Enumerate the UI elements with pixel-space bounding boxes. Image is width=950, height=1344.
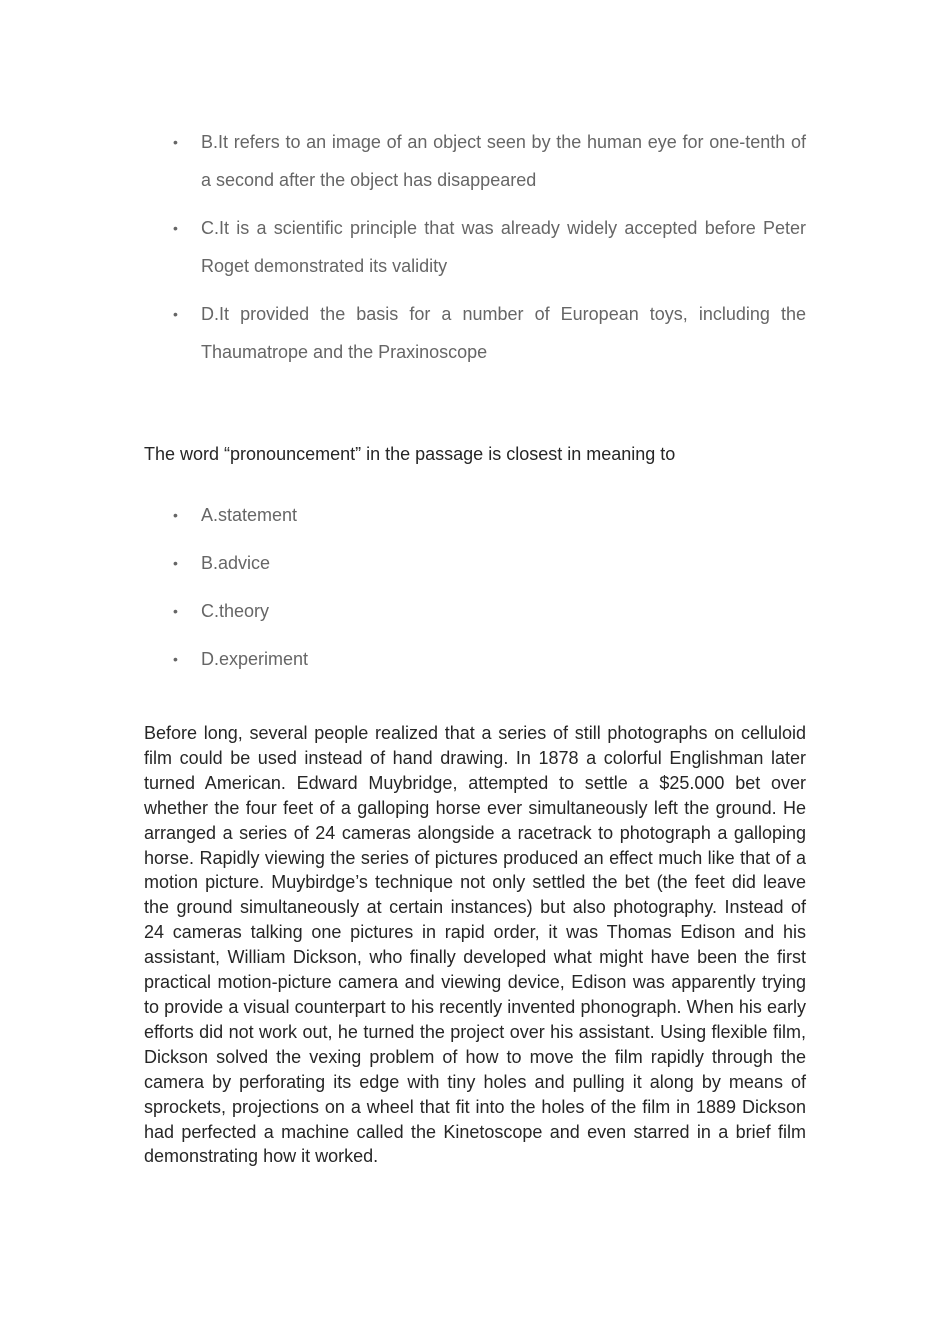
bullet-icon: •	[173, 306, 178, 322]
bullet-icon: •	[173, 507, 178, 523]
question-2-options	[173, 496, 806, 688]
answer-option-d	[173, 295, 806, 371]
answer-option-text: D.experiment	[201, 649, 309, 669]
answer-option-b	[173, 123, 806, 199]
answer-option-text: C.theory	[201, 601, 270, 621]
answer-option-c	[173, 209, 806, 285]
answer-option-text: C.It is a scientific principle that was already widely accepted before Peter Roget demonstrated its validity	[201, 218, 806, 276]
question-1-options	[173, 123, 806, 381]
bullet-icon: •	[173, 220, 178, 236]
bullet-icon: •	[173, 134, 178, 150]
answer-option-a	[173, 496, 806, 534]
reading-passage: Before long, several people realized that a series of still photographs on celluloid film could be used instead of hand drawing. In 1878 a colorful Englishman later turned American. Edward Muybridge, attempted to settle a $25.000 bet over whether the four feet of a galloping horse ever simultaneously left the ground. He arranged a series of 24 cameras alongside a racetrack to photograph a galloping horse. Rapidly viewing the series of pictures produced an effect much like that of a motion picture. Muybirdge’s technique not only settled the bet (the feet did leave the ground simultaneously at certain instances) but also photography. Instead of 24 cameras talking one pictures in rapid order, it was Thomas Edison and his assistant, William Dickson, who finally developed what might have been the first practical motion-picture camera and viewing device, Edison was apparently trying to provide a visual counterpart to his recently invented phonograph. When his early efforts did not work out, he turned the project over his assistant. Using flexible film, Dickson solved the vexing problem of how to move the film rapidly through the camera by perforating its edge with tiny holes and pulling it along by means of sprockets, projections on a wheel that fit into the holes of the film in 1889 Dickson had perfected a machine called the Kinetoscope and even starred in a brief film demonstrating how it worked.	[144, 723, 806, 1167]
answer-option-text: D.It provided the basis for a number of European toys, including the Thaumatrope and the Praxinoscope	[201, 304, 806, 362]
answer-option-text: B.It refers to an image of an object seen by the human eye for one-tenth of a second after the object has disappeared	[201, 132, 806, 190]
bullet-icon: •	[173, 603, 178, 619]
answer-option-text: A.statement	[201, 505, 298, 525]
bullet-icon: •	[173, 555, 178, 571]
answer-option-d	[173, 640, 806, 678]
answer-option-b	[173, 544, 806, 582]
answer-option-text: B.advice	[201, 553, 271, 573]
answer-option-c	[173, 592, 806, 630]
bullet-icon: •	[173, 651, 178, 667]
question-prompt: The word “pronouncement” in the passage is closest in meaning to	[144, 444, 676, 464]
